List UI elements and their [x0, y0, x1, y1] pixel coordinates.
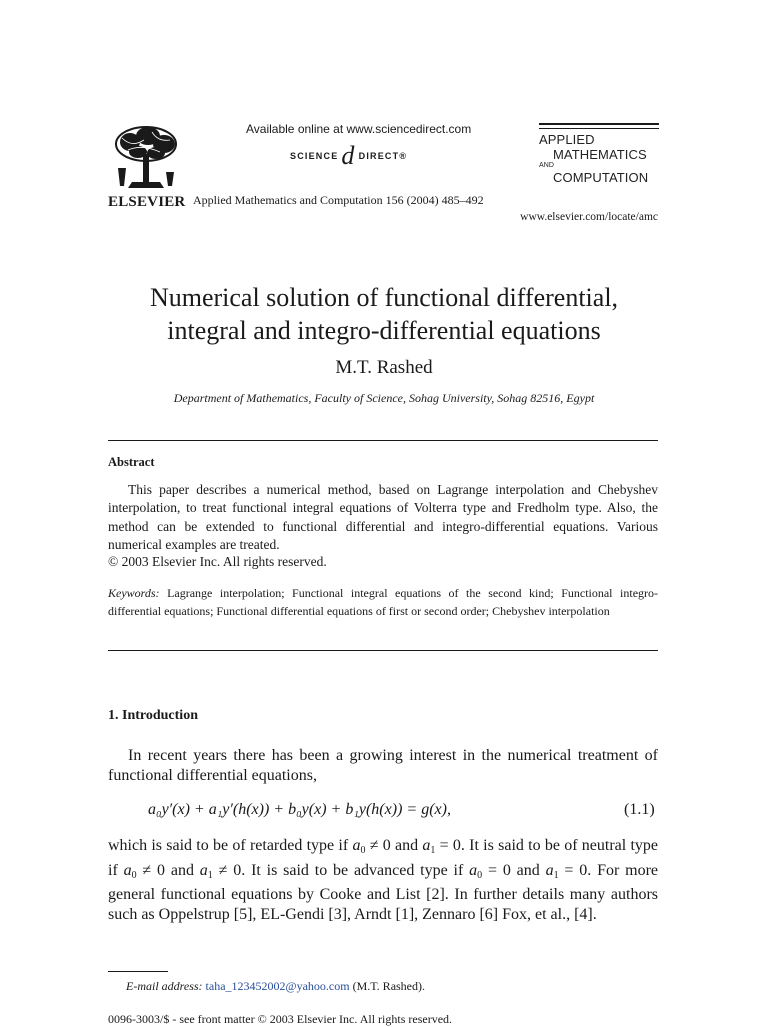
email-link[interactable]: taha_123452002@yahoo.com — [205, 979, 350, 993]
divider — [108, 650, 658, 651]
paragraph-text: In recent years there has been a growing interest in the numerical treatment of functional differential equations, — [108, 747, 658, 784]
copyright-notice: © 2003 Elsevier Inc. All rights reserved. — [108, 554, 327, 569]
journal-rule — [539, 123, 659, 125]
equation-number: (1.1) — [624, 801, 655, 818]
sd-left-text: SCIENCE — [290, 151, 339, 161]
keywords-text: Lagrange interpolation; Functional integral equations of the second kind; Functional integro-differential equations; Functional differential equations of first or second order; Chebyshev interpolation — [108, 586, 659, 618]
affiliation: Department of Mathematics, Faculty of Science, Sohag University, Sohag 82516, Egypt — [173, 391, 595, 405]
abstract-text: This paper describes a numerical method, based on Lagrange interpolation and Chebyshev interpolation, to treat functional integral equations of Volterra type and Fredholm type. Also, the method can be extended to functional differential and integro-differential equations. Various numerical examples are treated. — [108, 482, 658, 552]
sd-right-text: DIRECT® — [358, 151, 408, 161]
paragraph-text: It is said to be advanced type if — [251, 861, 470, 879]
journal-rule — [539, 128, 659, 130]
email-owner: (M.T. Rashed). — [352, 979, 426, 993]
paragraph-text: which is said to be of retarded type if — [108, 837, 353, 854]
publisher-name: ELSEVIER — [108, 194, 186, 210]
title-line: Numerical solution of functional differential, — [149, 283, 619, 312]
sd-mark: d — [341, 141, 356, 170]
journal-word: MATHEMATICS — [553, 147, 647, 162]
footnote-rule — [108, 971, 168, 972]
abstract-heading: Abstract — [108, 455, 155, 469]
elsevier-tree-logo — [108, 124, 184, 194]
paragraph-text: It is said to be of neutral type if — [108, 837, 659, 879]
available-online-text[interactable]: Available online at www.sciencedirect.com — [246, 122, 472, 136]
email-label: E-mail address: — [126, 979, 203, 993]
abstract-body — [108, 481, 658, 554]
journal-citation: Applied Mathematics and Computation 156 (2004) 485–492 — [193, 193, 484, 207]
author-name: M.T. Rashed — [335, 357, 433, 378]
journal-word: AND — [539, 162, 555, 169]
footnote-email — [126, 979, 425, 994]
equation: a₀y′(x) + a₁y′(h(x)) + b₀y(x) + b₁y(h(x)) = g(x), — [148, 801, 451, 818]
intro-paragraph — [108, 746, 658, 786]
divider — [108, 440, 658, 441]
journal-logo — [539, 123, 659, 185]
sciencedirect-logo — [290, 143, 407, 169]
journal-word: APPLIED — [539, 132, 595, 147]
paragraph-text: For more general functional equations by Cooke and List [2]. In further details many authors such as Oppelstrup [5], EL-Gendi [3], Arndt [1], Zennaro [6] Fox, et al., [4]. — [108, 861, 659, 923]
front-matter-line: 0096-3003/$ - see front matter © 2003 Elsevier Inc. All rights reserved. — [108, 1012, 453, 1026]
keywords — [108, 585, 658, 620]
keywords-label: Keywords: — [108, 586, 160, 600]
title-line: integral and integro-differential equations — [167, 316, 601, 345]
article-title — [0, 281, 768, 347]
journal-word: COMPUTATION — [553, 170, 649, 185]
section-heading: 1. Introduction — [108, 708, 198, 723]
body-paragraph: which is said to be of retarded type if $a_0 \ne 0$ and $a_1 = 0$. It is said to be of neutral type if $a_0 \ne 0$ and $a_1 \ne 0$. It is said to be advanced type if $a_0 = 0$ and $a_1 = 0$. For more general functional equations by Cooke and List [2]. In further details many authors such as Oppelstrup [5], EL-Gendi [3], Arndt [1], Zennaro [6] Fox, et al., [4]. — [108, 837, 659, 923]
journal-url[interactable]: www.elsevier.com/locate/amc — [520, 211, 658, 223]
